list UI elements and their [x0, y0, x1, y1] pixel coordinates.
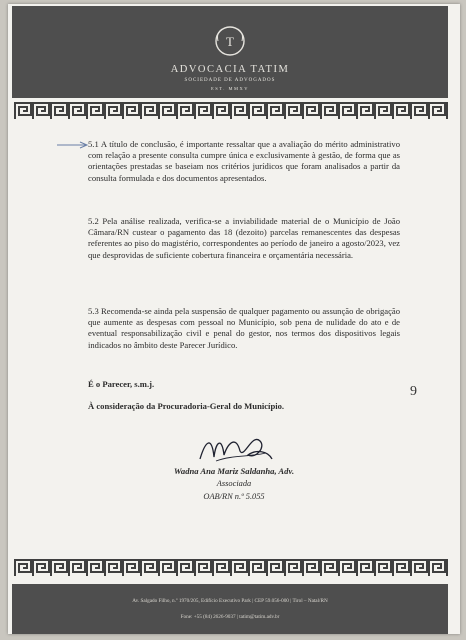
firm-name: ADVOCACIA TATIM: [170, 64, 290, 75]
firm-established: EST. MMXV: [211, 86, 249, 91]
handwritten-signature-icon: [196, 429, 276, 467]
greek-key-border-bottom: [14, 557, 448, 579]
signatory-role: Associada: [216, 479, 252, 488]
handwritten-arrow-icon: [56, 141, 90, 149]
greek-key-border-top: [14, 100, 448, 122]
paragraph-5-1: 5.1 A título de conclusão, é importante ressaltar que a avaliação do mérito administrativo com relação a presente consulta cumpre única e exclusivamente à gestão, de forma que as orientações prestadas se baseiam nos critérios jurídicos que foram analisados a partir da consulta formulada e dos documentos apresentados.: [88, 139, 400, 183]
firm-logo-icon: [213, 24, 247, 58]
referral-statement: À consideração da Procuradoria-Geral do Município.: [88, 401, 285, 411]
letterhead-footer: [12, 584, 448, 634]
letterhead-header: [12, 6, 448, 98]
footer-contact: Fone: +55 (84) 2626-9037 | tatim@tatim.adv.br: [180, 614, 280, 620]
logo-letter: T: [226, 34, 234, 49]
document-page: [8, 4, 460, 634]
paragraph-5-3: 5.3 Recomenda-se ainda pela suspensão de qualquer pagamento ou assunção de obrigação que aumente as despesas com pessoal no Município, sob pena de nulidade do ato e de eventual responsabilização civil e penal do gestor, nos termos dos dispositivos legais indicados no âmbito deste Parecer Jurídico.: [88, 306, 400, 350]
closing-statement: É o Parecer, s.m.j.: [88, 379, 155, 389]
firm-subtitle: SOCIEDADE DE ADVOGADOS: [184, 78, 276, 83]
signatory-oab: OAB/RN n.º 5.055: [203, 492, 265, 501]
signatory-name: Wadna Ana Mariz Saldanha, Adv.: [173, 466, 295, 476]
footer-address: Av. Salgado Filho, n.º 1970/205, Edifício Executivo Park | CEP 59.056-000 | Tirol – Natal/RN: [132, 598, 328, 604]
paragraph-5-2: 5.2 Pela análise realizada, verifica-se a inviabilidade material de o Município de João Câmara/RN custear o pagamento das 18 (dezoito) parcelas remanescentes das despesas referentes ao piso do magistério, correspondentes ao período de janeiro a agosto/2023, vez que desprovidas de suficiente cobertura financeira e orçamentária necessária.: [88, 216, 400, 260]
page-number: 9: [410, 384, 417, 399]
